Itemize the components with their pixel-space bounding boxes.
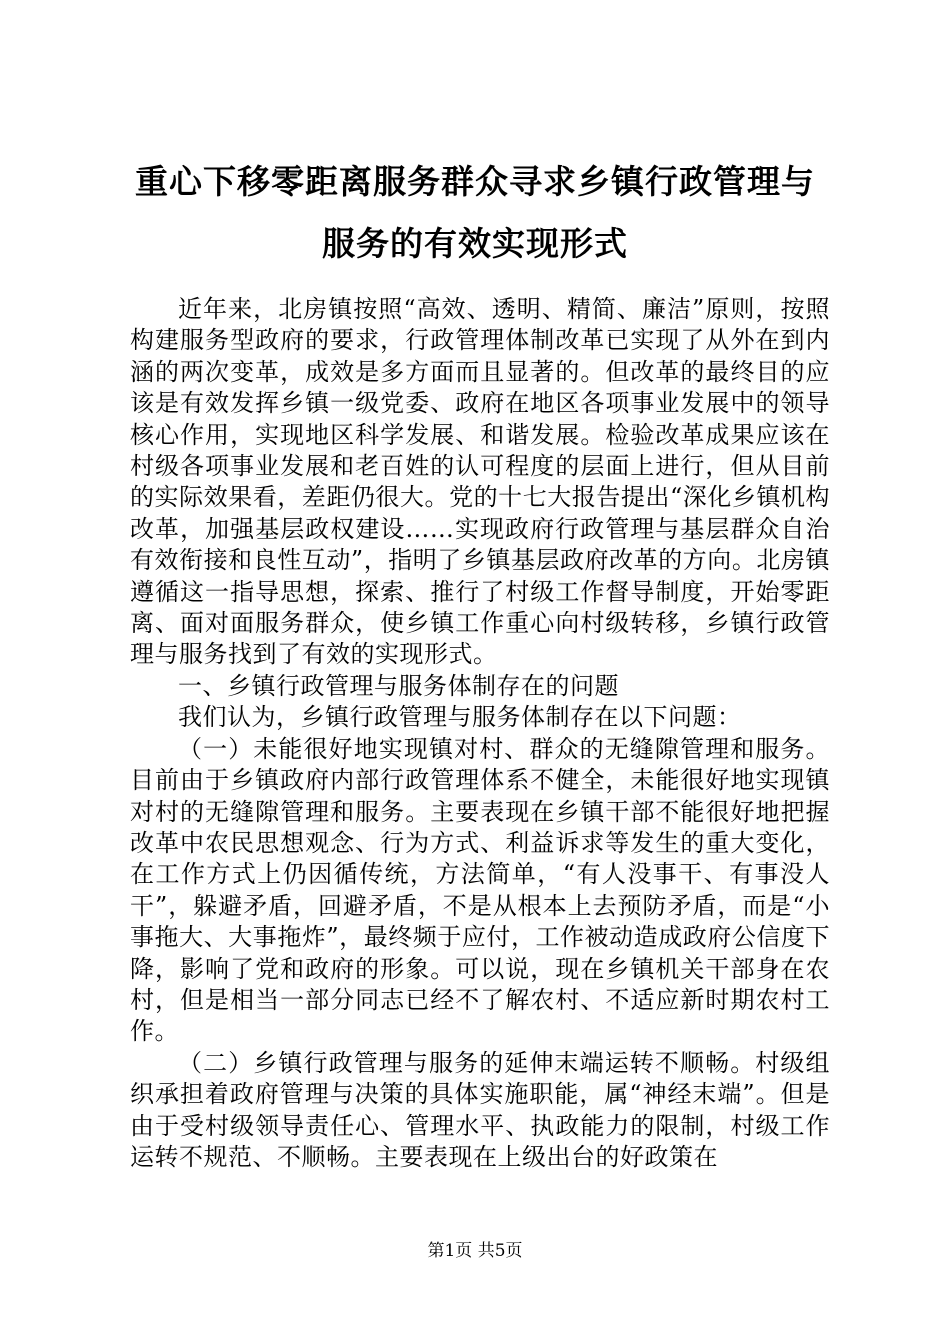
paragraph-problem-2: （二）乡镇行政管理与服务的延伸末端运转不顺畅。村级组织承担着政府管理与决策的具体实施职能，属“神经末端”。但是由于受村级领导责任心、管理水平、执政能力的限制，村级工作运转不规范、不顺畅。主要表现在上级出台的好政策在 — [130, 1048, 830, 1171]
paragraph-problems-lead: 我们认为，乡镇行政管理与服务体制存在以下问题： — [178, 703, 742, 732]
document-body — [130, 294, 830, 1173]
paragraph-intro: 近年来，北房镇按照“高效、透明、精简、廉洁”原则，按照构建服务型政府的要求，行政管理体制改革已实现了从外在到内涵的两次变革，成效是多方面而且显著的。但改革的最终目的应该是有效发挥乡镇一级党委、政府在地区各项事业发展中的领导核心作用，实现地区科学发展、和谐发展。检验改革成果应该在村级各项事业发展和老百姓的认可程度的层面上进行，但从目前的实际效果看，差距仍很大。党的十七大报告提出“深化乡镇机构改革，加强基层政权建设……实现政府行政管理与基层群众自治有效衔接和良性互动”，指明了乡镇基层政府改革的方向。北房镇遵循这一指导思想，探索、推行了村级工作督导制度，开始零距离、面对面服务群众，使乡镇工作重心向村级转移，乡镇行政管理与服务找到了有效的实现形式。 — [130, 295, 830, 669]
document-title-line-2: 服务的有效实现形式 — [322, 224, 628, 263]
section-heading-1: 一、乡镇行政管理与服务体制存在的问题 — [178, 671, 619, 700]
paragraph-problem-1: （一）未能很好地实现镇对村、群众的无缝隙管理和服务。目前由于乡镇政府内部行政管理体系不健全，未能很好地实现镇对村的无缝隙管理和服务。主要表现在乡镇干部不能很好地把握改革中农民思想观念、行为方式、利益诉求等发生的重大变化，在工作方式上仍因循传统，方法简单，“有人没事干、有事没人干”，躲避矛盾，回避矛盾，不是从根本上去预防矛盾，而是“小事拖大、大事拖炸”，最终频于应付，工作被动造成政府公信度下降，影响了党和政府的形象。可以说，现在乡镇机关干部身在农村，但是相当一部分同志已经不了解农村、不适应新时期农村工作。 — [130, 734, 830, 1046]
document-title-line-1: 重心下移零距离服务群众寻求乡镇行政管理与 — [135, 162, 815, 201]
page-number-footer: 第1页 共5页 — [427, 1241, 523, 1261]
